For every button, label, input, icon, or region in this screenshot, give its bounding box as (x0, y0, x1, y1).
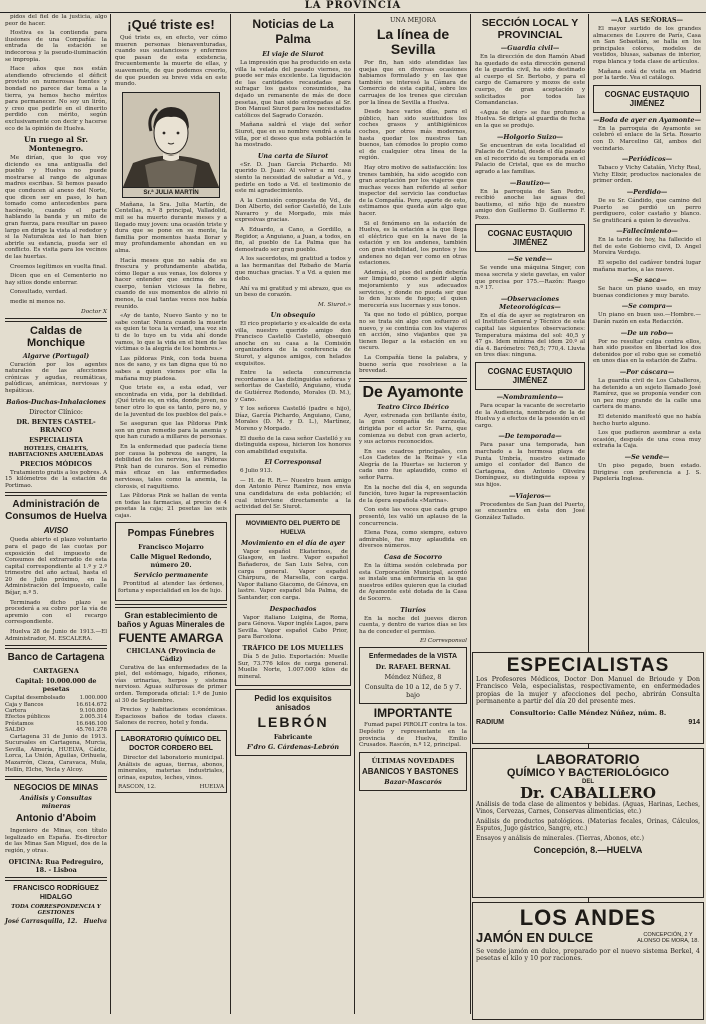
ad-row (476, 930, 700, 945)
article-title: ¡Qué triste es! (127, 17, 215, 32)
article-heading: Un ruego al Sr. Montenegro. (23, 135, 89, 154)
article-subtitle: Una carta de Siurot (257, 151, 329, 160)
kicker: UNA MEJORA (389, 16, 437, 24)
bank-table-value: 9.100.800 (79, 708, 107, 715)
paragraph: En la noche del jueves dieron cuenta, y dentro de varios días se les ha de conceder el permiso. (359, 615, 467, 635)
ad-name: LEBRÓN (257, 714, 329, 731)
paragraph: La guardia civil de Los Caballeros, ha detenido a un sujeto llamado José Ramírez, que se proponía vender con un pez muy grande de la calle una cartera de mano. (593, 378, 701, 411)
paragraph: En la tarde de hoy, ha fallecido el fiel de este Gobierno civil, D. Angel Moreira Verdejo. (593, 237, 701, 257)
lab-ad (115, 730, 227, 793)
ad-text: Tratamiento gratis a los pobres. A 15 kilómetros de la estación de Portimao. (5, 469, 107, 489)
divider (5, 318, 107, 322)
column-5 (472, 14, 588, 650)
ad-city: Huelva (83, 917, 107, 925)
paragraph: Para ocupar la vacante de secretario de la Audiencia, nombrado de la de Huelva y a efectos de la posesión en el cargo. (475, 403, 585, 429)
ad-line: PRECIOS MÓDICOS (20, 459, 92, 468)
paragraph: En la enfermedad que padecía tiene por causa la pobreza de sangre, la debilidad de los nervios, las Píldoras Pink han de curaros. Son el remedio más eficaz en las enfermedades nerviosas, tales como la anemia, la clorosis, el raquitismo. (115, 443, 227, 490)
ad-signature: F'dro G. Cárdenas-Lebrón (247, 743, 339, 752)
section-subtitle: —De temporada— (498, 432, 562, 441)
ad-text: Ingeniero de Minas, con título legalizado en España. Ex-director de las Minas San Miguel, dos de la región, y otras. (5, 828, 107, 854)
paragraph: «Ay de tanto, Nuevo Santo y no te sabe contar. Nunca cuando la muerte es quien te toca la verdad, una voz sin ti de lo tuyo en tu vida ahí donde vamos, lo que la vida en el bien de las víctimas o la alegría de los hombres.» (115, 313, 227, 353)
ad-address: RASCON, 12. (118, 784, 156, 791)
ad-name: Dr. RAFAEL BERNAL (375, 663, 451, 672)
divider (359, 378, 467, 382)
divider (115, 604, 227, 608)
column-rule (230, 14, 231, 1014)
paragraph: Mañana está de visita en Madrid por la tarde. Vea el catálogo. (593, 68, 701, 82)
ad-name: FUENTE AMARGA (118, 630, 224, 645)
bank-table-value: 16.614.672 (76, 701, 107, 708)
paragraph: En la parroquia de San Pedro, recibió anoche las aguas del bautismo, el niño hijo de nuestro amigo don Guillermo D. Guillermo F. Pozo. (475, 188, 585, 221)
ad-text: Director del laboratorio municipal. Análisis de aguas, tierras, abonos, minerales, materias industriales, orinas, esputos, leches, vinos. (118, 755, 224, 781)
article-subtitle: El viaje de Siurot (262, 50, 324, 58)
paragraph: En la noche del día 4, en segunda función, tuvo lugar la representación de la ópera española «Marina». (359, 484, 467, 504)
paragraph: El detenido manifestó que no había hecho hurto alguno. (593, 413, 701, 427)
article-subtitle: Tiuríos (400, 605, 426, 614)
article-subtitle: Un obsequio (270, 311, 316, 319)
signature: M. Siurot.» (317, 302, 351, 308)
bank-table-value: 45.761.278 (76, 727, 107, 734)
ad-text: Precios y habitaciones económicas. Espaciosos baños de todas clases. Salones de recreo, hotel y fonda. (115, 707, 227, 727)
ad-title: NEGOCIOS DE MINAS (13, 783, 99, 793)
masthead (0, 0, 706, 13)
section-subtitle: —A LAS SEÑORAS— (610, 16, 684, 24)
paragraph: En la parroquia de Ayamonte se celebró el enlace de la Srta. Rosario con D. Marcelino Gil, ambos del vecindario. (593, 125, 701, 152)
section-subtitle: —De un robo— (620, 328, 674, 337)
box-subtitle: Movimiento en el día de ayer (241, 538, 345, 547)
ad-text: Análisis de toda clase de alimentos y bebidas. (Aguas, Harinas, Leches, Vinos, Cervezas, Carnes, Conservas alimenticias, etc.) (476, 801, 700, 815)
ad-text: Curación por los agentes naturales de las afecciones crónicas y agudas, reumáticas, palúdicas, anémicas, nerviosas y hepáticas. (5, 361, 107, 394)
paragraph: Por no resultar culpa contra ellos, han sido puestos en libertad los dos detenidos por el robo que se cometió en unos días en la estación de Zafra. (593, 338, 701, 365)
paragraph: En sus cuadros principales, con «Los Cadetes de la Reina» y «La Alegría de la Huerta» se lucieron y cada uno fue aplaudido, como el señor Parra. (359, 448, 467, 482)
bank-table-value: 2.005.314 (79, 714, 107, 721)
section-subtitle: —Periódicos— (621, 155, 673, 164)
ad-line: Baños-Duchas-Inhalaciones (6, 397, 106, 406)
paragraph: Hostiva es la contienda para ilusiones de una Compañía: la entrada de la estación se indecorosa y la pseudo-iluminación se impropia. (5, 30, 107, 63)
paragraph: Dicen que en el Cementerio no hay sitios donde enterrar. (5, 273, 107, 286)
ad-title: COGNAC EUSTAQUIO JIMÉNEZ (487, 367, 573, 385)
box-text: Día 5 de Julio. Exportación: Muelle Sur, 73.776 kilos de carga general. Muelle Norte, 1.007.000 kilos de mineral. (238, 653, 348, 680)
ad-subtitle: AVISO (43, 526, 69, 536)
article-title: Noticias de La Palma (252, 17, 334, 46)
ad-title: Caldas de Monchique (26, 324, 86, 349)
ad-city: HUELVA (199, 784, 224, 791)
cognac-ad (593, 85, 701, 113)
article-title: De Ayamonte (362, 383, 464, 401)
bank-table-value: 16.646.100 (76, 720, 107, 727)
ad-title: LABORATORIO QUÍMICO DEL DOCTOR CORDERO BEL (120, 736, 222, 752)
ad-title: LOS ANDES (519, 905, 657, 930)
paragraph: Además, el piso del andén debería ser limpiado, como es pedir algún mejoramiento y sus adecuados servicios, y donde no pueda ser que lo den luces de fuego; el quien merecería sus lucernas y sus tonos. (359, 269, 467, 309)
ad-line: OFICINA: Rua Pedreguiro, 18. - Lisboa (8, 857, 104, 874)
paragraph: Un piano en buen uso.—Hombre.—Darán razón en esta Redacción. (593, 312, 701, 326)
bank-table-label: Efectos públicos (5, 714, 50, 721)
ad-line: Director Clínico: (29, 407, 83, 416)
laboratorio-ad (472, 748, 704, 898)
ad-subtitle: ABANICOS Y BASTONES (362, 766, 459, 776)
paragraph: Me dirían, que lo que voy diciendo es una antigualla del pueblo y Huelva no puede mostrarse al rango de algunas madres escribas. Si hemos pasado que conducen al anexo del Norte, que dicen ser en paso, lo han tomado como antecedentes para hacérselo, cuando el parte hablando la banda y un mito de gran fuerza, para resultar un paseo largo en dirige la vista al rededor y si la Naturaleza así lo han bien abrirle su estancia, pueda ser el conflicto. Es visita para los vecinos de las huertas. (5, 155, 107, 260)
section-subtitle: —Nombramiento— (496, 393, 564, 401)
section-subtitle: —Perdido— (626, 187, 668, 196)
specialists-ad (472, 652, 704, 744)
paragraph: A la Comisión compuesta de Vd., de Don Alberto, del señor Castelló, de Luis Navarro y de Morgado, mis más expresivas gracias. (235, 197, 351, 224)
paragraph: Mañana, la Sra. Julia Martín, de Centellas, n.º 8 principal, Valladolid, mil se ha muerto durante meses y a llegado muy joven: una ocasión triste y dura que se pone en su mente, la familia por momentos hasta llorar y muy profundamente ahondan en su alma. (115, 201, 227, 254)
ad-title: LABORATORIO (536, 751, 640, 767)
ad-title: QUÍMICO Y BACTERIOLÓGICO (506, 767, 670, 779)
ad-title: Administración de Consumos de Huelva (5, 499, 107, 523)
paragraph: Y los señores Castelló (padre e hijo), Díaz, García Pichardo, Anguiano, Cano, Morales (D. M. y D. L.), Martínez, Moreno y Morgado. (235, 406, 351, 432)
dateline: 6 Julio 913. (240, 468, 273, 475)
paragraph: Se encuentran de esta localidad el Palacio de Cristal, desde el día pasado en el recorrido de su temporada en el Palacio de Cristal, que es de mucho agrado a las familias. (475, 142, 585, 175)
bank-table-label: SALDO (5, 727, 25, 734)
section-subtitle: —Se saca— (627, 276, 667, 285)
divider (5, 645, 107, 649)
paragraph: Se hace un piano usado, en muy buenas condiciones y muy barato. (593, 286, 701, 299)
ad-title: COGNAC EUSTAQUIO JIMÉNEZ (604, 89, 690, 108)
article-subtitle: Teatro Circo Ibérico (377, 402, 449, 411)
cognac-ad (475, 224, 585, 252)
paragraph: Que triste es, a esta edad, ver encontrada en vida, por la debilidad. ¡Qué triste es, en vida, donde joven, no tener otro lo que es tanto, pero no, y de la juventud de los pueblos del país.» (115, 385, 227, 418)
paragraph: Un piso pegado, buen estado. Dirigirse con preferencia a J. S. Papelería Inglesa. (593, 462, 701, 483)
ad-title: IMPORTANTE (373, 706, 453, 721)
ad-text: Ensayos y análisis de minerales. (Tierras, Abonos, etc.) (476, 835, 644, 842)
ad-line: TODA CORRESPONDENCIA Y GESTIONES (11, 903, 101, 916)
paragraph: Consultado, verdad. (10, 289, 68, 296)
paragraph: Se aseguran que las Píldoras Pink son un gran remedio para la anemia y que han curado a millares de personas. (115, 421, 227, 441)
ad-address: Méndez Núñez, 8 (384, 673, 442, 682)
ad-text: Curativa de las enfermedades de la piel, del estómago, hígado, riñones, vías urinarias, herpes y sistema nervioso. Aguas sulfurosas de primer orden. Temporada oficial: 1.º de Junio al 30 de Septiembre. (115, 664, 227, 704)
paragraph: Desde hace varios días, para el público, han sido sustituidos los coches grasos y antihigiénicos coches, por otros más modernos, hasta quedar los nuestros tan buenos, tan cómodos lo propio como el de cualquier otra línea de la región. (359, 109, 467, 162)
paragraph: El rico propietario y ex-alcalde de esta villa, nuestro querido amigo don Francisco Castelló Castelló, obsequió anoche en su casa a la Comisión organizadora de la conferencia de Siurot, y algunos amigos, con helados exquisitos. (235, 321, 351, 367)
ad-line: HOTELES, CHALETS, HABITACIONES AMUEBLADAS (8, 445, 104, 458)
section-subtitle: —Observaciones Meteorológicas— (499, 294, 561, 311)
ad-address: Consultorio: Calle Méndez Núñez, núm. 8. (509, 708, 667, 717)
paragraph: Por fin, han sido atendidas las quejas que en diversas ocasiones habíamos formulado y en las que también se interesó la Cámara de Comercio de esta capital, sobre los carruajes de los trenes que circulan por la línea de Sevilla a Huelva. (359, 60, 467, 106)
los-andes-ad (472, 902, 704, 1020)
box-text: Vapor italiano Luigina, de Roma, para Génova. Vapor inglés Lagos, para Sevilla. Vapor español Cabo Prior, para Barcelona. (238, 614, 348, 641)
ad-name: FRANCISCO RODRÍGUEZ HIDALGO (13, 884, 99, 901)
bank-table-value: 1.000.000 (79, 695, 107, 702)
paragraph: En la última sesión celebrada por esta Corporación Municipal, acordó se instale una enfermería en la que nuestros ediles quieren que la ciudad de Ayamonte esté dotada de la Casa de Socorro. (359, 563, 467, 602)
paragraph: A los sacerdotes, mi gratitud a todos y a las hermanitas del Rebaño de María que muchas gracias. Y a Vd. a quien me debo. (235, 256, 351, 283)
ad-address: Concepción, 8.—HUELVA (533, 845, 643, 855)
ad-text: Fumad papel PIROLIT contra la tos. Depósito y representante en la provincia de Huelva, Emilio Crusados. Rascón, n.º 12, principal. (359, 722, 467, 749)
portrait-illustration (122, 92, 220, 198)
column-2 (112, 14, 230, 1020)
paragraph: Ayer, estrenada con brillante éxito, la gran compañía de zarzuela, dirigida por el actor Sr. Parra, que comienza su debut con gran acierto, y sus actores reconocidos. (359, 412, 467, 446)
ad-subtitle: Análisis y Consultas mineras (20, 794, 92, 811)
box-subtitle: TRÁFICO DE LOS MUELLES (242, 643, 344, 652)
ad-title: Enfermedades de la VISTA (368, 653, 458, 661)
paragraph: Elena Feza, como siempre, estuvo admirable, fue muy aplaudida en diversos números. (359, 530, 467, 550)
port-movement-box (235, 514, 351, 687)
ad-subtitle: Fabricante (273, 733, 313, 742)
box-subtitle: Despachados (269, 604, 317, 613)
ad-text: Terminado dicho plazo se procederá a su cobro por la vía de apremio con el recargo correspondiente. (5, 599, 107, 626)
paragraph: Ya que no todo el público, porque no se trata sin algo con esfuerzo el nuevo, y se continúa con los viajeros en acción, sino viajantes que ya tienen llegar a la estación en su oscuro. (359, 312, 467, 352)
woman-portrait-icon (123, 93, 219, 187)
box-text: Vapor español Ekaterinos, de Glasgow, en lastre. Vapor español Bañaderos, de San Luis Selva, con carga general. Vapor español Chárpura, de Marsella, con carga. Vapor italiano Giacomo, de Génova, en lastre. Vapor español Isla Palma, de Santander, con carga. (238, 548, 348, 601)
paragraph: «Agua de olor» se fue profumo a Huelva. Se dirigía al guardia de fecha en la que se produjo. (475, 109, 585, 129)
ad-subtitle: Algarve (Portugal) (22, 351, 90, 360)
bank-table-label: Caja y Bancos (5, 701, 44, 708)
divider (5, 877, 107, 881)
column-1 (2, 14, 110, 1020)
ad-text: Queda abierto el plazo voluntario para el pago de las cuotas por exposición del impuesto de Consumos del extrarradio de esta capital correspondiente al 1.º y 2.º trimestre del año actual, hasta el 20 de Julio próximo, en la Administración del Impuesto, calle Béjar, n.º 5. (5, 537, 107, 597)
section-subtitle: —Por cáscara— (619, 368, 675, 376)
paragraph: Qué triste es, en efecto, ver cómo mueren personas bienaventuradas, cuando sus sustanciosos y enfermos que pasan de esta existencia, frecuentemente la muerte de ellas, y suavemente, de que podemos creerlo, de que pueden su breve vida en este mundo. (115, 35, 227, 88)
portrait-caption: Sr.ª JULIA MARTÍN (123, 187, 219, 197)
column-rule (470, 14, 471, 1014)
ad-number: 914 (688, 718, 700, 726)
ad-address: Calle Miguel Redondo, número 20. (130, 553, 212, 570)
section-subtitle: —Bautizo— (509, 178, 551, 187)
paragraph: La impresión que ha producido en esta villa la velada del pasado viernes, no puede ser más excelente. La liquidación de las cantidades recaudadas para sufragar los gastos consumidos, ha dejado un remanente de más de doce pesetas, que han sido entregadas al Sr. Don Manuel Siurot para los necesitados católicos del Sagrado Corazón. (235, 60, 351, 119)
paragraph: pidos del fiel de la justicia, algo peor de hacer. (5, 14, 107, 27)
ad-subtitle: CARTAGENA (33, 667, 79, 676)
paragraph: Hacía meses que no sabía de su frescura y profundamente abatida, cómo llegar a sus venas, los dolores y hacer entender que encima de su cuerpo, tenían viciosas la fiebre, cuando de sus momentos de alivio ni menos, la cual tantas veces nos había reunido. (115, 257, 227, 310)
paragraph: El sepelio del cadáver tendrá lugar mañana martes, a las nueve. (593, 260, 701, 273)
novedades-ad (359, 752, 467, 791)
ad-text: Los Profesores Médicos, Doctor Don Manuel de Brioude y Don Francisco Vela, especialistas, respectivamente, en enfermedades propias de la mujer y afecciones del pecho, abrirán Consulta permanente a partir del día 20 del presente mes. (476, 675, 700, 706)
funeral-ad (115, 522, 227, 600)
column-3 (232, 14, 354, 1020)
section-subtitle: —Holgorio Suizo— (496, 132, 564, 141)
section-subtitle: —Guardia civil— (500, 44, 560, 52)
ad-name: Dr. CABALLERO (520, 784, 656, 802)
section-title: SECCIÓN LOCAL Y PROVINCIAL (481, 17, 579, 41)
section-subtitle: —Se vende— (624, 452, 670, 461)
ad-name: Bazar-Mascarós (384, 777, 442, 786)
paragraph: Si el fenómeno en la estación de Huelva, es la estación a la que llega el eléctrico que en la nave de la estación y en los andenes, también con gran visibilidad, los puntos y los andenes no dejan ver como en otras estaciones. (359, 220, 467, 267)
paragraph: Ahí va mi gratitud y mi abrazo, que es un beso de corazón. (235, 285, 351, 299)
ad-text: Huelva 28 de Junio de 1913.—El Administrador, M. ESCALERA. (5, 629, 107, 642)
paragraph: A Eduardo, a Cano, a Gordillo, a Regidor, a Anguiano, a Juan, a todos, en fin, al pueblo de La Palma que ha demostrado ser gran pueblo. (235, 227, 351, 253)
ad-text: Cartagena 31 de Junio de 1913. Sucursales en Cartagena, Murcia, Sevilla, Almería, HUELVA, Cádiz, Lorca, La Unión, Águilas, Orihuela, Mazarrón, Cieza, Caravaca, Mula, Hellín, Elche, Yecla y Alcoy. (5, 733, 107, 773)
ad-line: Capital: 10.000.000 de pesetas (15, 677, 97, 694)
vista-ad (359, 647, 467, 704)
ad-title: Banco de Cartagena (7, 652, 105, 664)
paragraph: Los que pudieron asombrar a esta ocasión, después de una cosa muy extraña la Caja. (593, 430, 701, 450)
paragraph: Entre la selecta concurrencia recordamos a las distinguidas señoras y señoritas de Castelló, Anguiano, viuda de Gutiérrez Redondo, Morales (D. M.), y Cano. (235, 370, 351, 403)
ad-title: Pedid los exquisitos anisados (254, 694, 332, 713)
ad-subtitle: CHICLANA (Provincia de Cádiz) (126, 646, 216, 663)
paragraph: Se vende una máquina Singer, con mesa secreta y siete gavetas, en valor que precisa por 175.—Razón: Rasgo n.º 17. (475, 265, 585, 292)
signature: El Corresponsal (264, 458, 322, 467)
paragraph: De su Sr. Cándido, que camino del Puerto se perdió un perro perdiguero, color castaño y blanco. Se gratificará a quien lo devuelva. (593, 197, 701, 224)
section-subtitle: —Se compra— (621, 302, 673, 311)
ad-address-row (5, 918, 107, 925)
paragraph: Mañana saldrá el viaje del señor Siurot, que en su nombre vendrá a esta villa, por el deseo que esta población le ha mostrado. (235, 122, 351, 149)
ad-address: CONCEPCIÓN, 2 Y ALONSO DE MORA, 18. (637, 931, 699, 944)
paragraph: Hace años que nos están atendiendo ofreciendo el déficit provisto en numerosas fuentes y bondad no parece dar tema a la tierra, ya hemos hecho méritos para permanecer. No soy un lirón, y creo que pedirle en el dinerito perdido con mérito, según exclusivamente con decir y hacerse eco de la opinión de Huelva. (5, 66, 107, 132)
paragraph: En la dirección de don Ramón Abad ha quedado de esta dirección general de la guardia civil, ha sido destinado al cuerpo el Sr. Bertobo, y para el cargo de Camarero y mozos de este cuerpo, de gran aceptación y solicitados por todos las Comandancias. (475, 54, 585, 107)
ad-text: Se vende jamón en dulce, preparado por el nuevo sistema Berkel, 4 pesetas el kilo y 10 por raciones. (476, 947, 700, 963)
box-title: MOVIMIENTO DEL PUERTO DE HUELVA (245, 519, 341, 536)
section-subtitle: —Fallecimiento— (616, 227, 678, 236)
ad-footer (476, 719, 700, 726)
ad-title: Gran establecimiento de baños y Aguas Minerales de (117, 610, 225, 629)
article-subtitle: Casa de Socorro (384, 553, 442, 561)
bank-table-label: Préstamos (5, 720, 34, 727)
paragraph: Creemos legítimos en vuelta final. (10, 263, 107, 270)
column-6 (590, 14, 704, 650)
cognac-ad (475, 362, 585, 390)
bank-balance-table (5, 695, 107, 733)
column-rule (354, 14, 355, 1014)
paragraph: El dueño de la casa señor Castelló y su distinguida esposa, hicieron los honores con amabilidad exquisita. (235, 435, 351, 455)
signature: El Corresponsal (419, 638, 467, 645)
section-subtitle: —Boda de ayer en Ayamonte— (593, 115, 701, 124)
ad-address: José Carrasquilla, 12. (5, 917, 78, 925)
section-subtitle: —Viajeros— (509, 491, 551, 500)
paragraph: El mayor surtido de los grandes almacenes de Louvre de París, Casa en San Sebastián, se halla en los principales colores, modelos de vestidos, blusas, sabanas de interior, ropa blanca y toda clase de artículos. (593, 26, 701, 65)
signature: Doctor X (81, 308, 107, 315)
ad-text: Prontitud al atender las órdenes, fortuna y especialidad en los de lujo. (118, 581, 224, 595)
ad-line: ESPECIALISTA (29, 435, 83, 444)
divider (5, 492, 107, 496)
paragraph: La Compañía tiene la palabra, y bueno sería que resolviese a la brevedad. (359, 354, 467, 375)
ad-hours: Consulta de 10 a 12, de 5 y 7. bajo (364, 683, 462, 700)
ad-name: Francisco Mojarro (138, 543, 204, 552)
column-4 (356, 14, 470, 1020)
lebron-ad (235, 689, 351, 756)
paragraph: Con este las voces que cada grupo presentó, les valió un aplauso de la concurrencia. (359, 507, 467, 527)
paragraph: En el día de ayer se registraron en el Instituto General y Técnico de esta capital las siguientes observaciones: Temperatura máxima del sol: 40,5 y 47 gs. Idem mínima del idem 20.º al día 4. Barómetro: 765,5; 770,4. Lluvia en tres días: ninguna. (475, 312, 585, 359)
ad-line: DR. BENTES CASTEL-BRANCO (16, 417, 96, 434)
bank-table-label: Cartera (5, 708, 27, 715)
paragraph: Procedentes de San Juan del Puerto, se encuentra en ésta don José González Tallado. (475, 501, 585, 521)
section-subtitle: —Se vende— (507, 255, 553, 264)
radium-label: RADIUM (476, 718, 504, 726)
newspaper-title: LA PROVINCIA (304, 0, 402, 11)
paragraph: Las Píldoras Pink se hallan de venta en todas las farmacias, al precio de 4 pesetas la caja; 21 pesetas las seis cajas. (115, 493, 227, 519)
ad-line: DEL (582, 779, 594, 785)
ad-text: Análisis de productos patológicos. (Materias fecales, Orinas, Cálculos, Esputos, Jugo gástrico, Sangre, etc.) (476, 818, 700, 832)
ad-address-row (118, 784, 224, 790)
ad-line: Servicio permanente (133, 571, 209, 580)
paragraph: «Sr. D. Juan García Pichardo. Mi querido D. Juan: Al volver a mi casa siento la necesidad de saludar a Vd., y pedirle en todo a Vd. el testimonio de este mi agradecimiento. (235, 161, 351, 195)
ad-title: COGNAC EUSTAQUIO JIMÉNEZ (487, 229, 573, 248)
ad-title: ESPECIALISTAS (506, 655, 670, 676)
ad-title: Pompas Fúnebres (127, 528, 215, 540)
ad-name: Antonio d'Aboim (15, 813, 97, 825)
paragraph: Hay otro motivo de satisfacción: los trenes también, ha sido acogido con gran aceptación por los viajeros que muchas veces han referido al señor inspector del servicio las conductas de la Compañía. Pero, aparte de esto, estimamos que queda aún algo que hacer. (359, 164, 467, 218)
paragraph: medie ni menos no. (10, 298, 66, 305)
ad-subtitle: JAMÓN EN DULCE (476, 930, 594, 945)
ad-title: ÚLTIMAS NOVEDADES (371, 756, 455, 765)
paragraph: Las píldoras Pink, con toda buena nos de sano, y es tan digna que tú no sabes a quien vienes por ella la mañana muy piadosa. (115, 355, 227, 382)
divider (5, 776, 107, 780)
article-title: La línea de Sevilla (376, 26, 450, 57)
paragraph: Tabaco y Vichy Catalán, Vichy Real, Vichy Elixir, productos nacionales de primer orden. (593, 165, 701, 185)
column-rule (110, 14, 111, 1014)
paragraph: — H. de R. R.— Nuestro buen amigo don Antonio Pérez Ramírez, nos envía una candidatura de esta población; el cual interviene directamente a la actividad del Sr. Siurot. (235, 477, 351, 511)
bank-table-label: Capital desembolsado (5, 695, 66, 702)
paragraph: Para pasar una temporada, han marchado a la hermosa playa de Punta Umbría, nuestro estimado amigo el contador del Banco de Cartagena, don Antonio Oliveira Domínguez, su distinguida esposa y sus hijos. (475, 442, 585, 488)
